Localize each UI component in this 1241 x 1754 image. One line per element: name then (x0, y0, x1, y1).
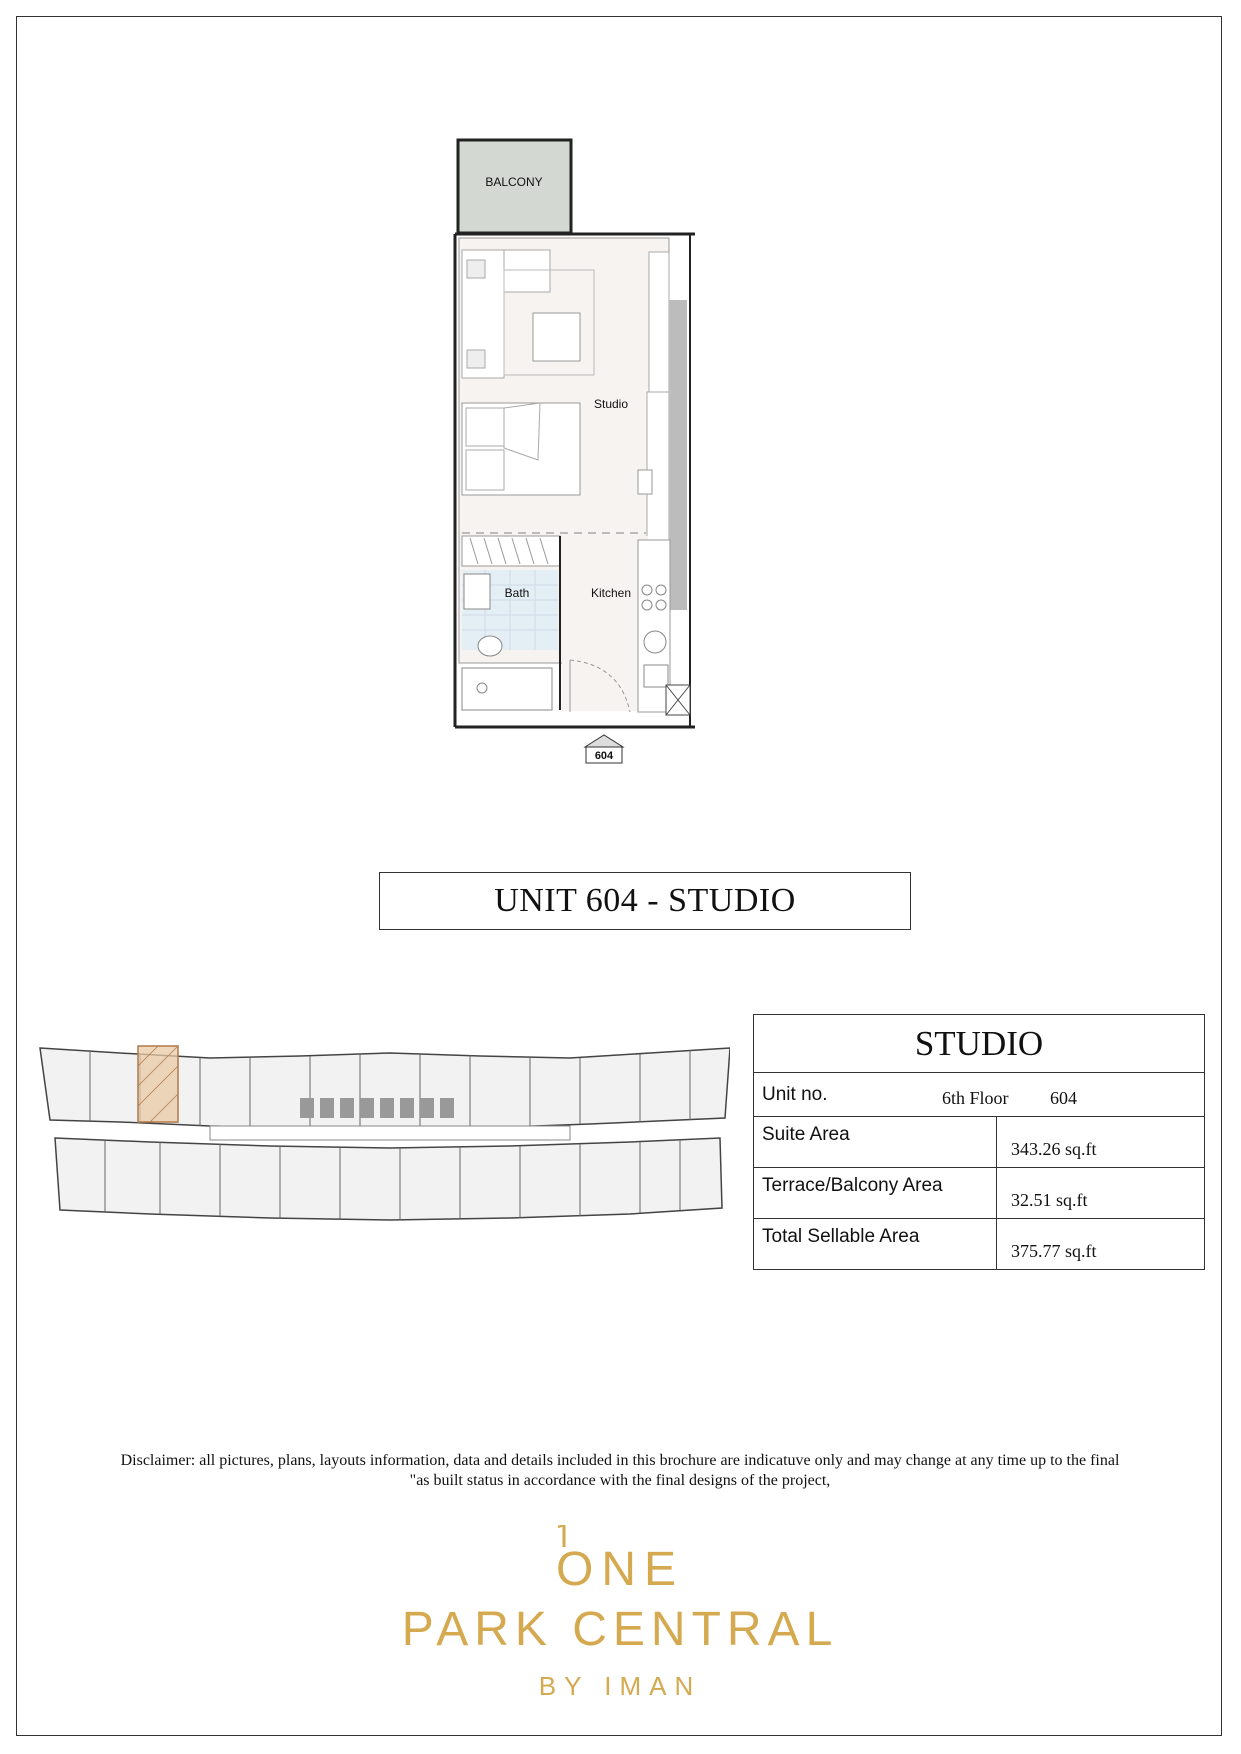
floor-key-plan (30, 1038, 730, 1228)
highlighted-unit (138, 1046, 178, 1122)
kitchen-area (562, 536, 648, 711)
table-row (754, 1168, 1205, 1219)
balcony-area-label: Terrace/Balcony Area (754, 1168, 997, 1219)
logo-line-by-iman: BY IMAN (538, 1671, 702, 1701)
logo-line-park-central: PARK CENTRAL (401, 1603, 839, 1656)
studio-label: Studio (593, 397, 629, 411)
spec-heading: STUDIO (754, 1015, 1205, 1073)
suite-area-label: Suite Area (754, 1117, 997, 1168)
table-row (754, 1117, 1205, 1168)
svg-text:604: 604 (594, 750, 614, 762)
kitchen-label: Kitchen (590, 586, 632, 600)
unit-number-label: Unit no. (762, 1084, 828, 1105)
balcony-area-value: 32.51 sq.ft (997, 1168, 1205, 1219)
disclaimer-line-1: Disclaimer: all pictures, plans, layouts information, data and details included in this brochure are indicatuve only and may change at any time up to the final (120, 1452, 1120, 1469)
unit-number-value: 604 (1050, 1088, 1077, 1108)
table-row (754, 1219, 1205, 1270)
floor-value: 6th Floor (942, 1088, 1009, 1108)
unit-number-row (754, 1073, 1205, 1117)
brand-logo (370, 1525, 870, 1715)
unit-floor-plan (440, 130, 710, 770)
bath-label: Bath (504, 586, 530, 600)
balcony-label: BALCONY (485, 175, 543, 189)
unit-spec-table (753, 1014, 1205, 1270)
suite-area-value: 343.26 sq.ft (997, 1117, 1205, 1168)
logo-line-one: ONE (555, 1543, 685, 1596)
total-area-label: Total Sellable Area (754, 1219, 997, 1270)
total-area-value: 375.77 sq.ft (997, 1219, 1205, 1270)
unit-title: UNIT 604 - STUDIO (379, 872, 911, 930)
disclaimer-line-2: "as built status in accordance with the final designs of the project, (409, 1472, 831, 1489)
disclaimer (60, 1451, 1180, 1491)
